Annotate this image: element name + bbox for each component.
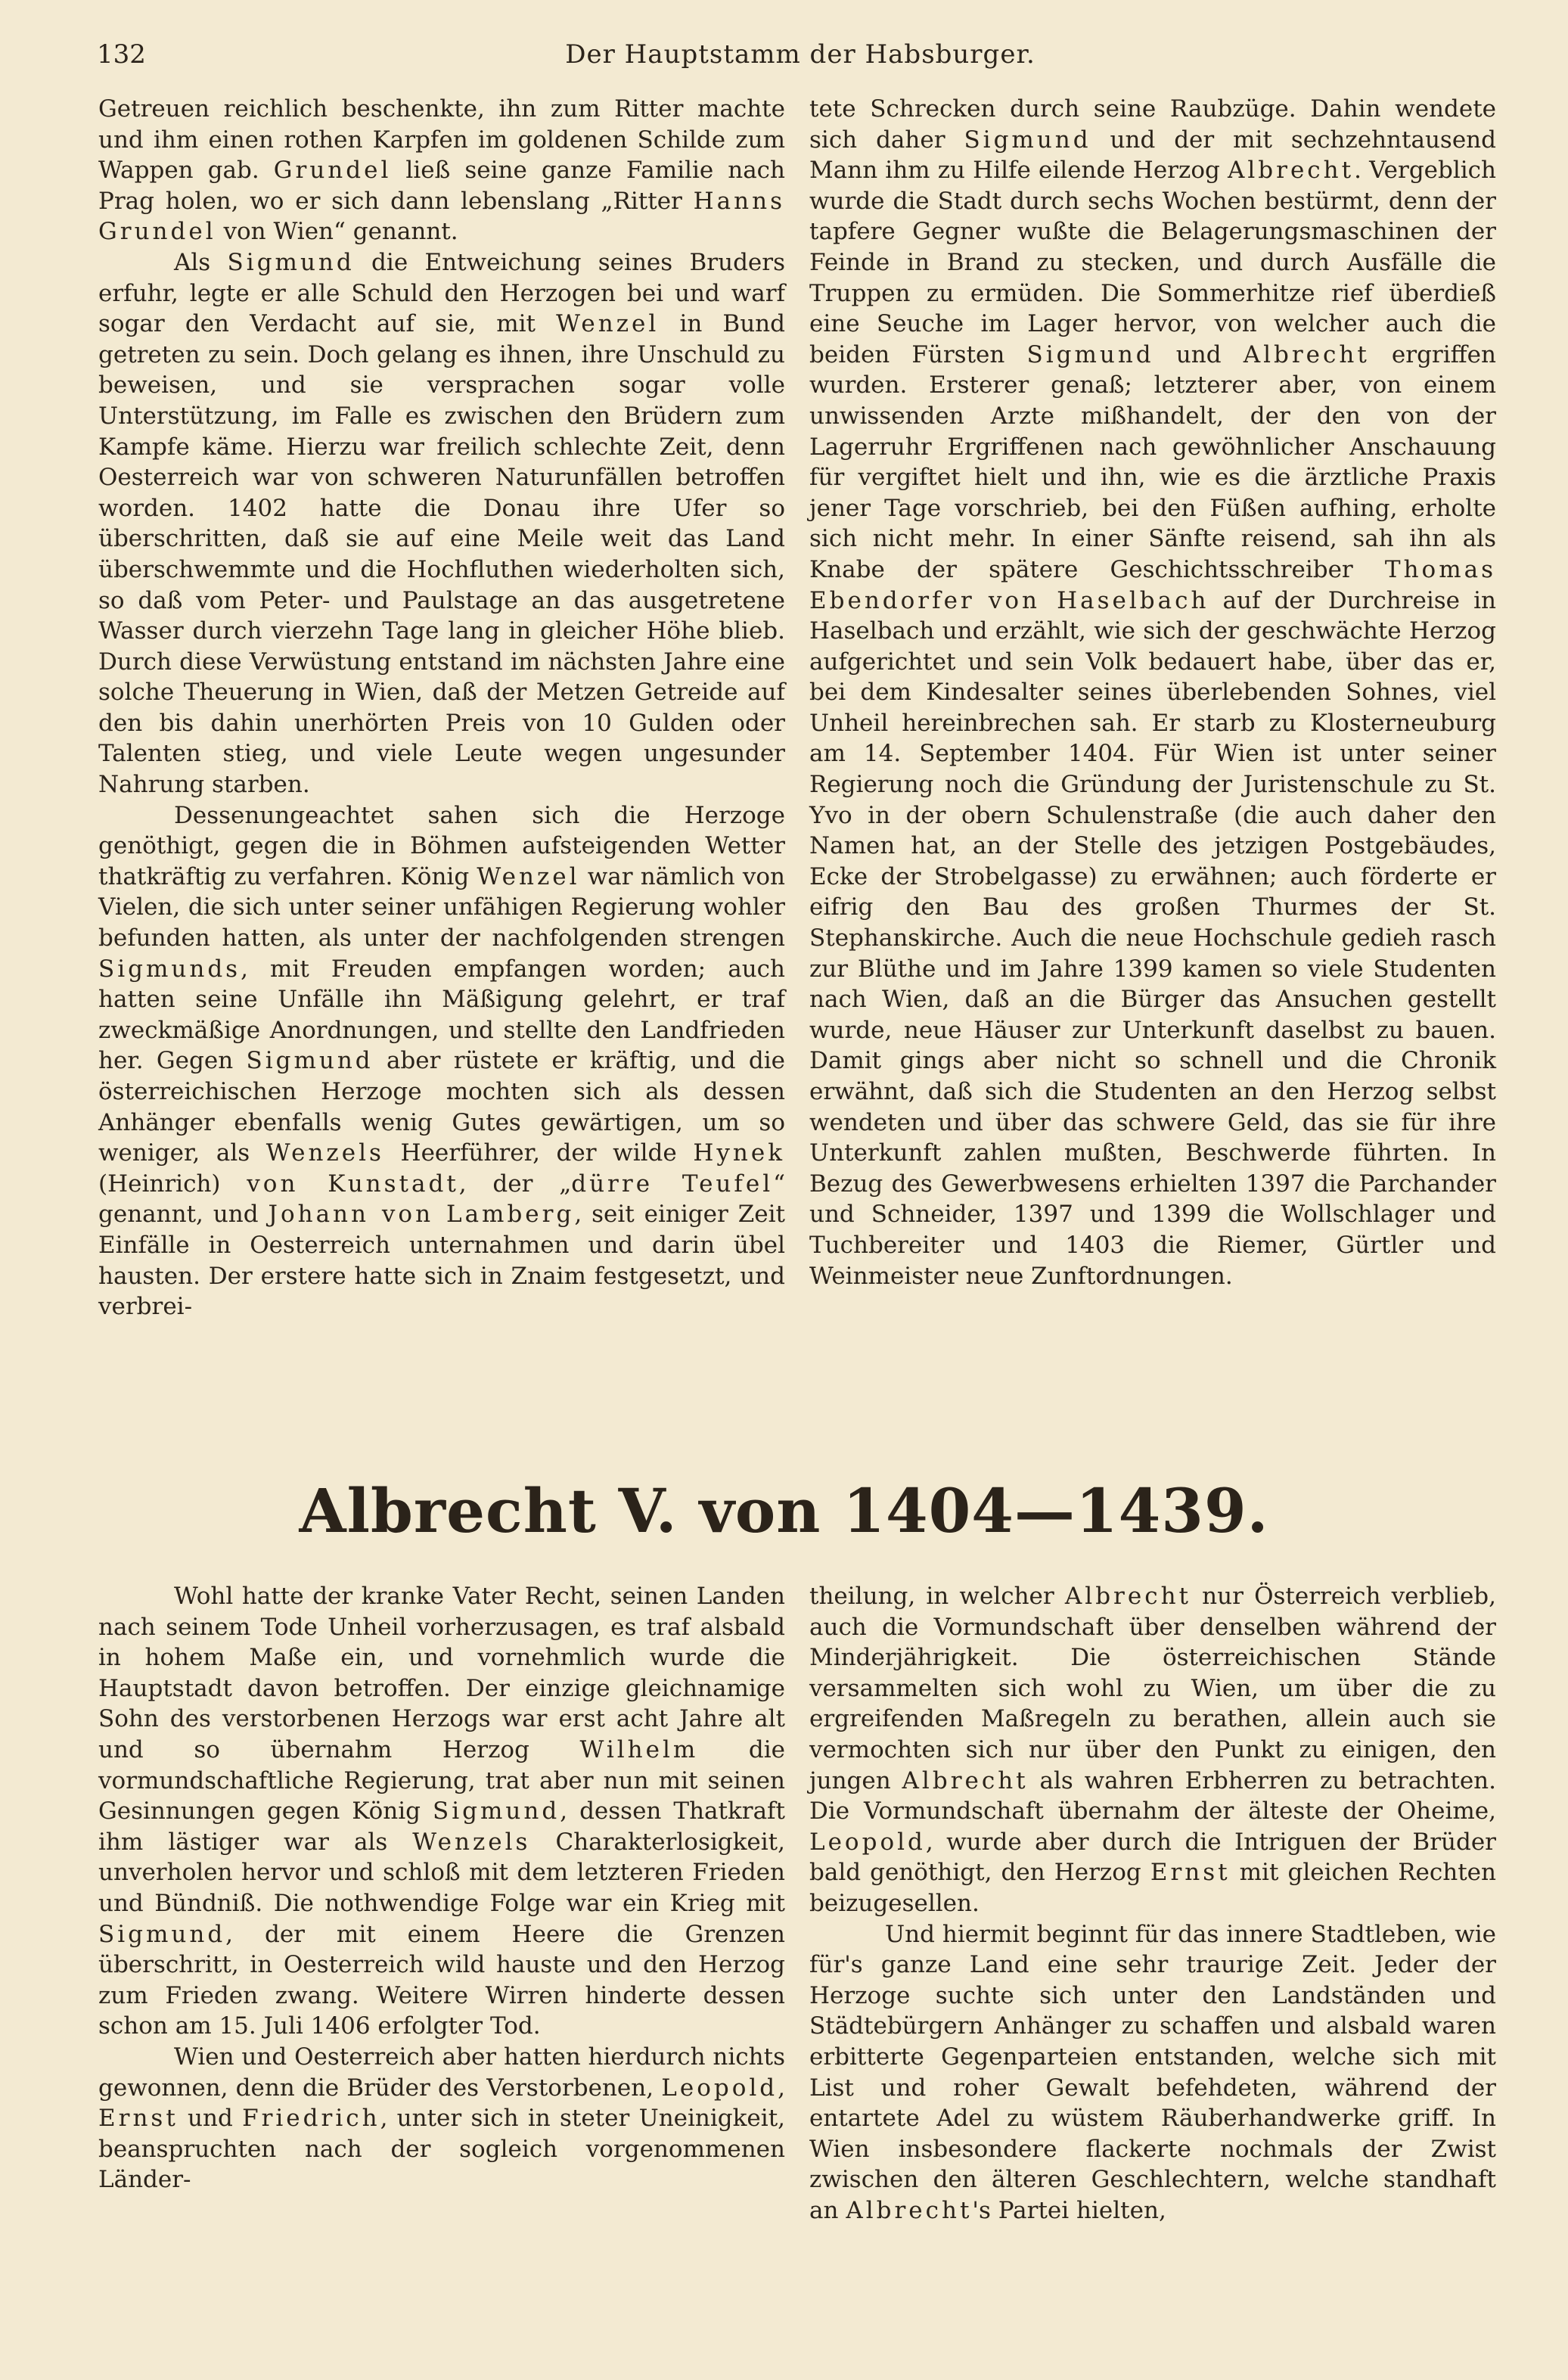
- text-column-right-upper: [809, 94, 1496, 1291]
- paragraph: Wohl hatte der kranke Vater Recht, seinen Landen nach seinem Tode Unheil vorherzusagen, es traf alsbald in hohem Maße ein, und vornehmlich wurde die Hauptstadt davon betroffen. Der einzige gleichnamige Sohn des verstorbenen Herzogs war erst acht Jahre alt und so übernahm Herzog Wilhelm die vormundschaftliche Regierung, trat aber nun mit seinen Gesinnungen gegen König Sigmund, dessen Thatkraft ihm lästiger war als Wenzels Charakterlosigkeit, unverholen hervor und schloß mit dem letzteren Frieden und Bündniß. Die nothwendige Folge war ein Krieg mit Sigmund, der mit einem Heere die Grenzen überschritt, in Oesterreich wild hauste und den Herzog zum Frieden zwang. Weitere Wirren hinderte dessen schon am 15. Juli 1406 erfolgter Tod.: [98, 1583, 785, 2040]
- paragraph: Wien und Oesterreich aber hatten hierdurch nichts gewonnen, denn die Brüder des Verstorbenen, Leopold, Ernst und Friedrich, unter sich in steter Uneinigkeit, beanspruchten nach der sogleich vorgenommenen Länder-: [98, 2043, 785, 2194]
- paragraph: Dessenungeachtet sahen sich die Herzoge genöthigt, gegen die in Böhmen aufsteigenden Wetter thatkräftig zu verfahren. König Wenzel war nämlich von Vielen, die sich unter seiner unfähigen Regierung wohler befunden hatten, als unter der nachfolgenden strengen Sigmunds, mit Freuden empfangen worden; auch hatten seine Unfälle ihn Mäßigung gelehrt, er traf zweckmäßige Anordnungen, und stellte den Landfrieden her. Gegen Sigmund aber rüstete er kräftig, und die österreichischen Herzoge mochten sich als dessen Anhänger ebenfalls wenig Gutes gewärtigen, um so weniger, als Wenzels Heerführer, der wilde Hynek (Heinrich) von Kunstadt, der „dürre Teufel“ genannt, und Johann von Lamberg, seit einiger Zeit Einfälle in Oesterreich unternahmen und darin übel hausten. Der erstere hatte sich in Znaim festgesetzt, und verbrei-: [98, 801, 785, 1321]
- paragraph: Getreuen reichlich beschenkte, ihn zum Ritter machte und ihm einen rothen Karpfen im goldenen Schilde zum Wappen gab. Grundel ließ seine ganze Familie nach Prag holen, wo er sich dann lebenslang „Ritter Hanns Grundel von Wien“ genannt.: [98, 95, 786, 246]
- running-head: [97, 33, 1504, 76]
- paragraph: Und hiermit beginnt für das innere Stadtleben, wie für's ganze Land eine sehr traurige Zeit. Jeder der Herzoge suchte sich unter den Landständen und Städtebürgern Anhänger zu schaffen und alsbald waren erbitterte Gegenparteien entstanden, welche sich mit List und roher Gewalt befehdeten, während der entartete Adel zu wüstem Räuberhandwerke griff. In Wien insbesondere flackerte nochmals der Zwist zwischen den älteren Geschlechtern, welche standhaft an Albrecht's Partei hielten,: [809, 1920, 1496, 2224]
- paragraph: Als Sigmund die Entweichung seines Bruders erfuhr, legte er alle Schuld den Herzogen bei und warf sogar den Verdacht auf sie, mit Wenzel in Bund getreten zu sein. Doch gelang es ihnen, ihre Unschuld zu beweisen, und sie versprachen sogar volle Unterstützung, im Falle es zwischen den Brüdern zum Kampfe käme. Hierzu war freilich schlechte Zeit, denn Oesterreich war von schweren Naturunfällen betroffen worden. 1402 hatte die Donau ihre Ufer so überschritten, daß sie auf eine Meile weit das Land überschwemmte und die Hochfluthen wiederholten sich, so daß vom Peter- und Paulstage an das ausgetretene Wasser durch vierzehn Tage lang in gleicher Höhe blieb. Durch diese Verwüstung entstand im nächsten Jahre eine solche Theuerung in Wien, daß der Metzen Getreide auf den bis dahin unerhörten Preis von 10 Gulden oder Talenten stieg, und viele Leute wegen ungesunder Nahrung starben.: [98, 248, 785, 799]
- running-title: Der Hauptstamm der Habsburger.: [565, 39, 1036, 70]
- text-column-right-lower: [809, 1581, 1496, 2226]
- section-title: Albrecht V. von 1404—1439.: [299, 1475, 1269, 1546]
- page-number: 132: [97, 39, 146, 70]
- text-column-left-upper: [98, 94, 785, 1322]
- paragraph: tete Schrecken durch seine Raubzüge. Dahin wendete sich daher Sigmund und der mit sechzehntausend Mann ihm zu Hilfe eilende Herzog Albrecht. Vergeblich wurde die Stadt durch sechs Wochen bestürmt, denn der tapfere Gegner wußte die Belagerungsmaschinen der Feinde in Brand zu stecken, und durch Ausfälle die Truppen zu ermüden. Die Sommerhitze rief überdieß eine Seuche im Lager hervor, von welcher auch die beiden Fürsten Sigmund und Albrecht ergriffen wurden. Ersterer genaß; letzterer aber, von einem unwissenden Arzte mißhandelt, der den von der Lagerruhr Ergriffenen nach gewöhnlicher Anschauung für vergiftet hielt und ihn, wie es die ärztliche Praxis jener Tage vorschrieb, bei den Füßen aufhing, erholte sich nicht mehr. In einer Sänfte reisend, sah ihn als Knabe der spätere Geschichtsschreiber Thomas Ebendorfer von Haselbach auf der Durchreise in Haselbach und erzählt, wie sich der geschwächte Herzog aufgerichtet und sein Volk bedauert habe, über das er, bei dem Kindesalter seines überlebenden Sohnes, viel Unheil hereinbrechen sah. Er starb zu Klosterneuburg am 14. September 1404. Für Wien ist unter seiner Regierung noch die Gründung der Juristenschule zu St. Yvo in der obern Schulenstraße (die auch daher den Namen hat, an der Stelle des jetzigen Postgebäudes, Ecke der Strobelgasse) zu erwähnen; auch förderte er eifrig den Bau des großen Thurmes der St. Stephanskirche. Auch die neue Hochschule gedieh rasch zur Blüthe und im Jahre 1399 kamen so viele Studenten nach Wien, daß an die Bürger das Ansuchen gestellt wurde, neue Häuser zur Unterkunft daselbst zu bauen. Damit gings aber nicht so schnell und die Chronik erwähnt, daß sich die Studenten an den Herzog selbst wendeten und über das schwere Geld, das sie für ihre Unterkunft zahlen mußten, Beschwerde führten. In Bezug des Gewerbwesens erhielten 1397 die Parchander und Schneider, 1397 und 1399 die Wollschlager und Tuchbereiter und 1403 die Riemer, Gürtler und Weinmeister neue Zunftordnungen.: [809, 95, 1497, 1290]
- text-column-left-lower: [98, 1581, 785, 2195]
- paragraph: theilung, in welcher Albrecht nur Österreich verblieb, auch die Vormundschaft über denselben während der Minderjährigkeit. Die österreichischen Stände versammelten sich wohl zu Wien, um über die zu ergreifenden Maßregeln zu berathen, allein auch sie vermochten sich nur über den Punkt zu einigen, den jungen Albrecht als wahren Erbherren zu betrachten. Die Vormundschaft übernahm der älteste der Oheime, Leopold, wurde aber durch die Intriguen der Brüder bald genöthigt, den Herzog Ernst mit gleichen Rechten beizugesellen.: [809, 1583, 1497, 1917]
